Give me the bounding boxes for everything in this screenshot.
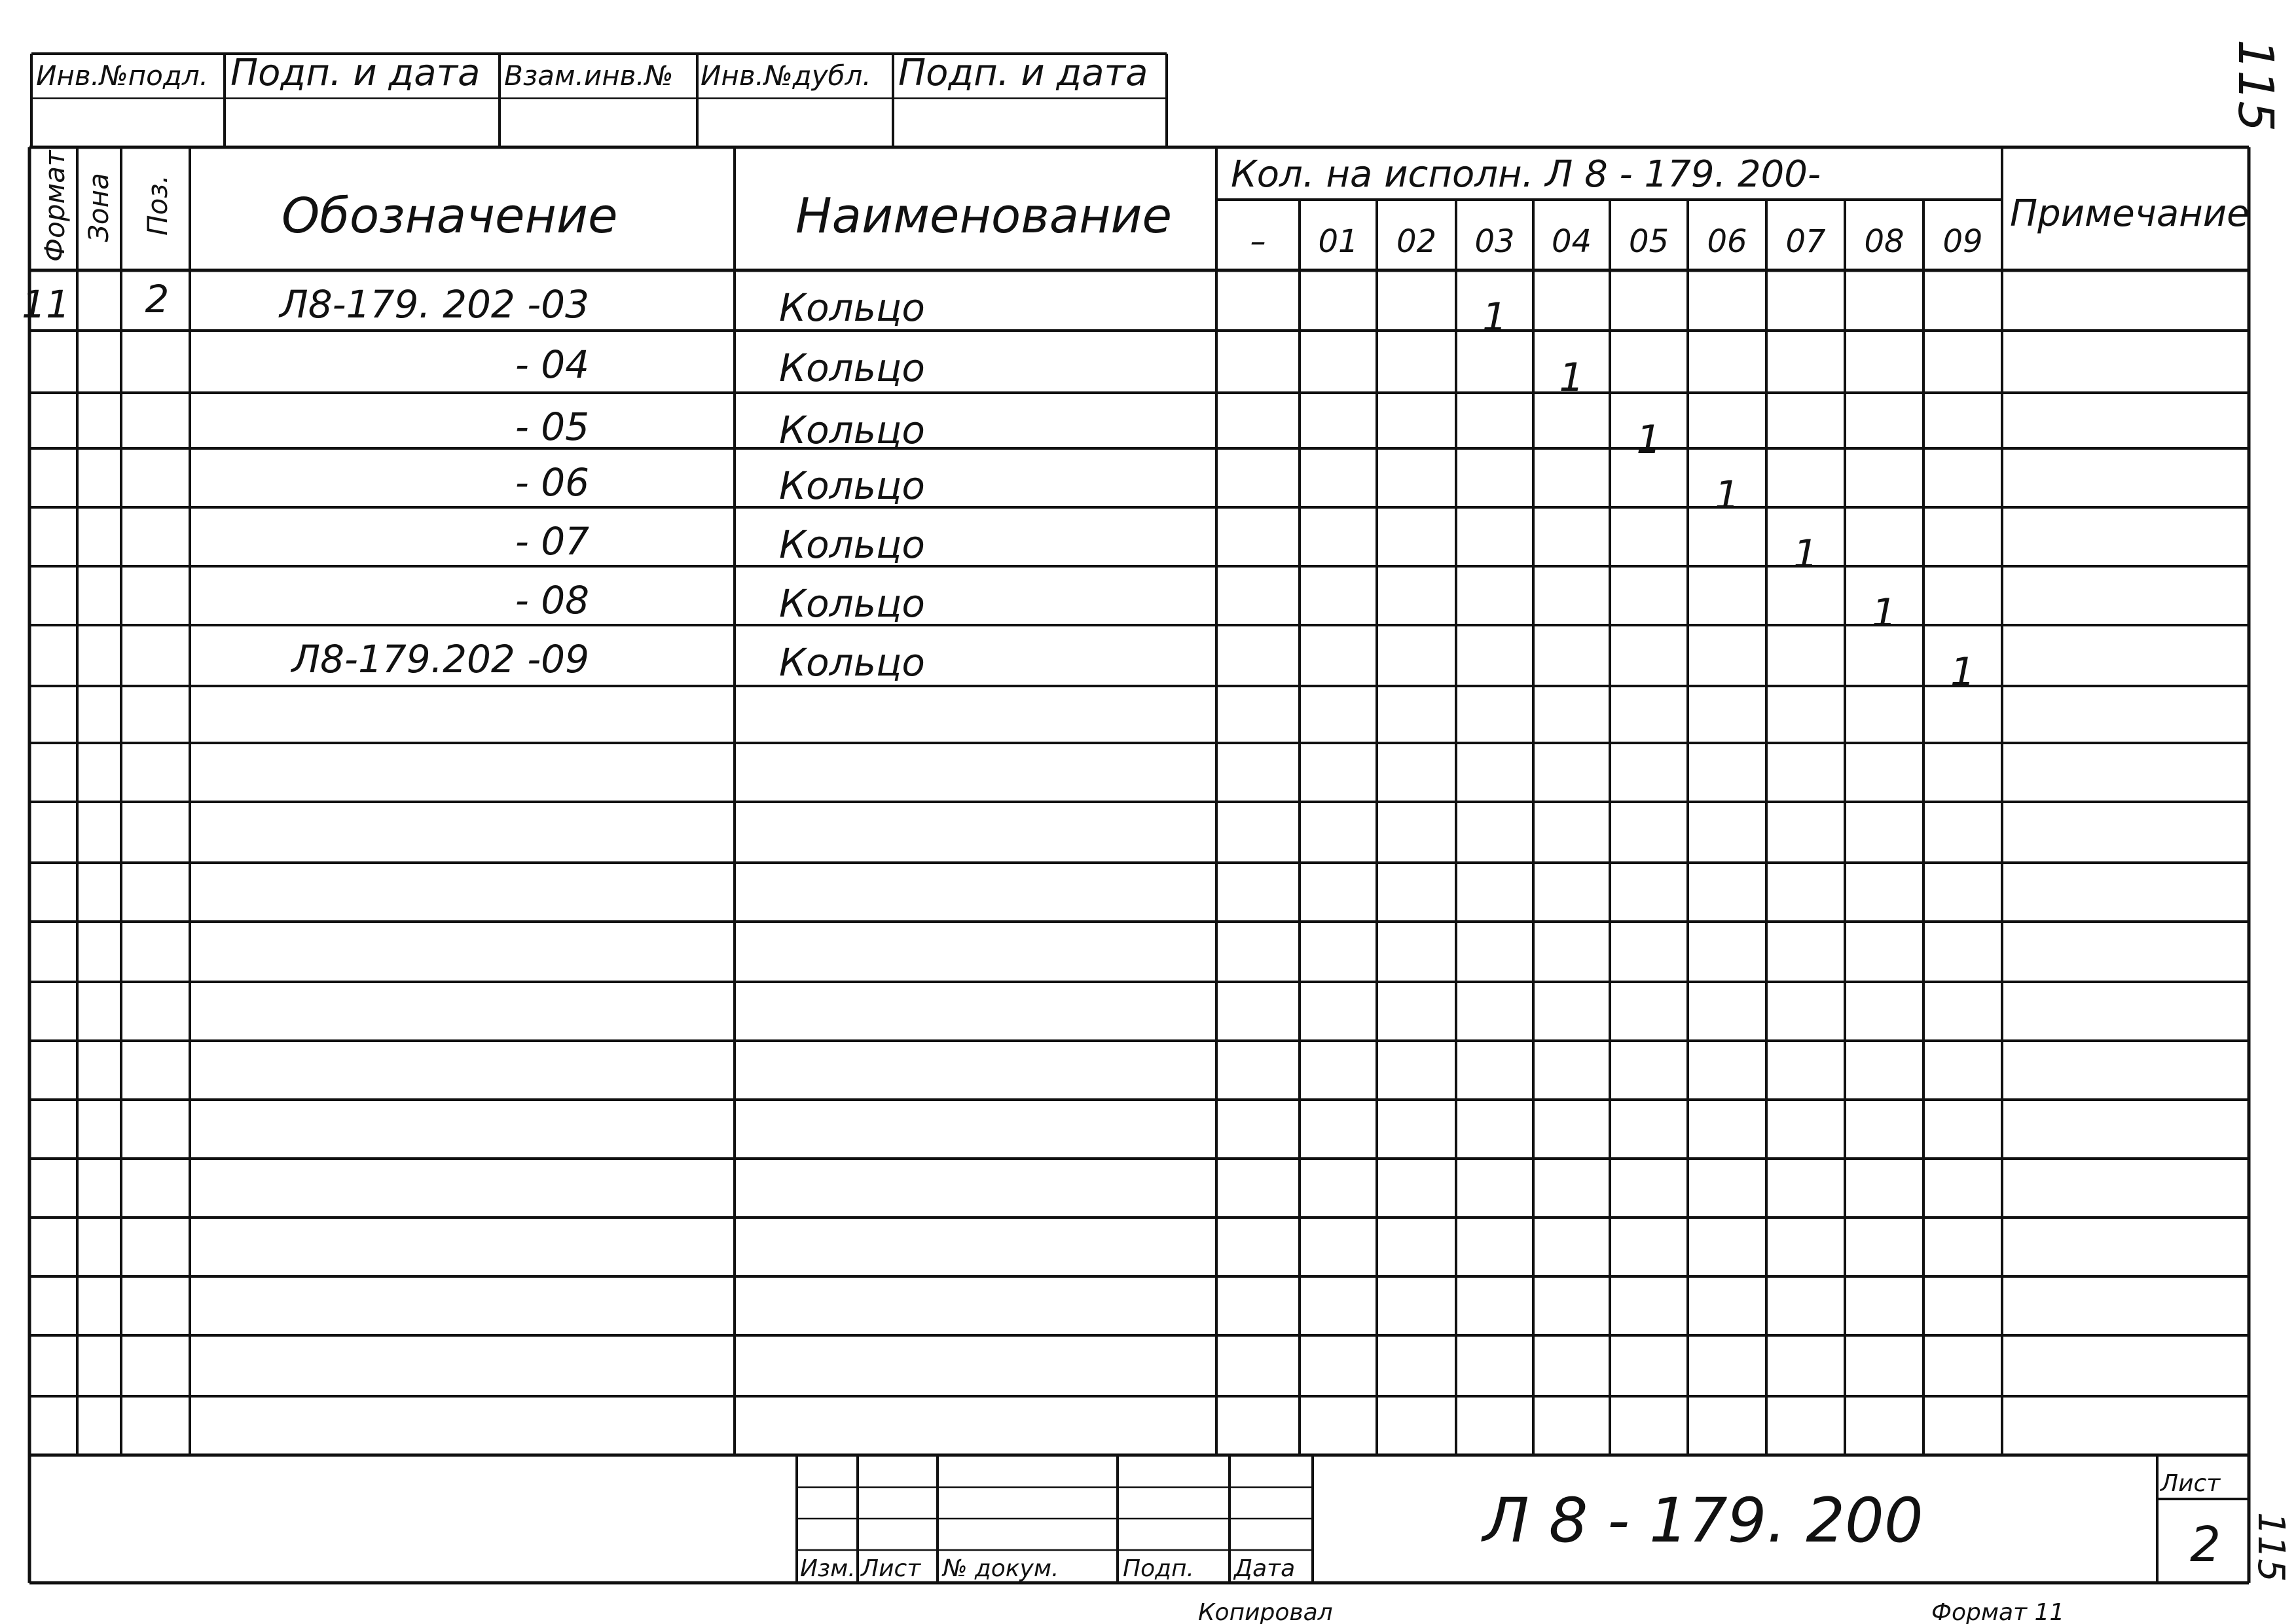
qty-variant-header: 03 bbox=[1474, 223, 1515, 260]
row-designation: Л8-179.202 -09 bbox=[291, 637, 589, 681]
row-designation: - 04 bbox=[515, 342, 589, 387]
row-quantity: 1 bbox=[1714, 473, 1740, 518]
qty-variant-header: 09 bbox=[1942, 223, 1983, 260]
spec-rows bbox=[22, 277, 1975, 695]
row-quantity: 1 bbox=[1636, 417, 1662, 463]
qty-variant-header: 05 bbox=[1628, 223, 1669, 260]
document-number: Л 8 - 179. 200 bbox=[1483, 1485, 1923, 1557]
row-name: Кольцо bbox=[779, 581, 925, 626]
row-name: Кольцо bbox=[779, 463, 925, 508]
qty-variant-header: – bbox=[1250, 223, 1266, 260]
tb-label-date: Дата bbox=[1234, 1555, 1296, 1582]
row-designation: Л8-179. 202 -03 bbox=[280, 282, 589, 327]
stamp-header-sign-date-1: Подп. и дата bbox=[230, 52, 481, 94]
col-header-name: Наименование bbox=[795, 188, 1173, 244]
row-format: 11 bbox=[22, 282, 70, 327]
row-designation: - 05 bbox=[515, 405, 589, 449]
side-sheet-number: 115 bbox=[2250, 1512, 2292, 1582]
col-header-zone: Зона bbox=[82, 173, 115, 242]
tb-label-change: Изм. bbox=[800, 1555, 856, 1582]
row-designation: - 06 bbox=[515, 460, 589, 505]
table-row bbox=[515, 405, 1662, 463]
table-header bbox=[39, 149, 2250, 262]
qty-variant-header: 07 bbox=[1785, 223, 1826, 260]
copied-label: Копировал bbox=[1198, 1599, 1333, 1624]
stamp-header-sign-date-2: Подп. и дата bbox=[898, 52, 1148, 94]
sheet-number: 2 bbox=[2190, 1517, 2221, 1573]
row-quantity: 1 bbox=[1793, 532, 1819, 577]
row-name: Кольцо bbox=[779, 522, 925, 567]
qty-variant-header: 08 bbox=[1864, 223, 1904, 260]
qty-variant-header: 01 bbox=[1318, 223, 1358, 260]
col-header-designation: Обозначение bbox=[282, 188, 618, 244]
qty-variant-header: 06 bbox=[1707, 223, 1747, 260]
inventory-stamp bbox=[31, 52, 1167, 147]
tb-label-doc-number: № докум. bbox=[943, 1555, 1059, 1582]
row-name: Кольцо bbox=[779, 640, 925, 685]
corner-sheet-number: 115 bbox=[2227, 39, 2284, 132]
qty-variant-header: 04 bbox=[1551, 223, 1592, 260]
tb-label-sheet: Лист bbox=[861, 1555, 921, 1582]
row-quantity: 1 bbox=[1871, 590, 1897, 636]
qty-variant-header: 02 bbox=[1396, 223, 1437, 260]
col-header-format: Формат bbox=[39, 150, 71, 262]
format-label: Формат 11 bbox=[1931, 1599, 2065, 1624]
row-designation: - 07 bbox=[515, 519, 589, 564]
stamp-header-inv-orig: Инв.№подл. bbox=[36, 60, 209, 92]
row-name: Кольцо bbox=[779, 285, 925, 330]
row-designation: - 08 bbox=[515, 578, 589, 623]
table-row bbox=[515, 519, 1818, 577]
row-name: Кольцо bbox=[779, 346, 925, 390]
col-header-qty-group: Кол. на исполн. Л 8 - 179. 200- bbox=[1231, 153, 1821, 196]
stamp-header-inv-dup: Инв.№дубл. bbox=[701, 60, 871, 92]
qty-variant-headers bbox=[1250, 223, 1983, 260]
title-block bbox=[797, 1455, 2292, 1624]
row-position: 2 bbox=[145, 277, 170, 321]
row-quantity: 1 bbox=[1482, 295, 1508, 340]
col-header-note: Примечание bbox=[2010, 192, 2250, 235]
main-frame bbox=[29, 147, 2249, 1583]
row-lines bbox=[29, 331, 2249, 1396]
row-quantity: 1 bbox=[1950, 649, 1976, 695]
col-header-pos: Поз. bbox=[141, 175, 173, 236]
stamp-header-replaced-inv: Взам.инв.№ bbox=[504, 60, 674, 92]
table-row bbox=[515, 578, 1897, 636]
row-quantity: 1 bbox=[1559, 355, 1584, 401]
tb-label-signature: Подп. bbox=[1123, 1555, 1194, 1582]
sheet-label: Лист bbox=[2160, 1470, 2221, 1497]
row-name: Кольцо bbox=[779, 408, 925, 452]
table-row bbox=[515, 460, 1740, 518]
